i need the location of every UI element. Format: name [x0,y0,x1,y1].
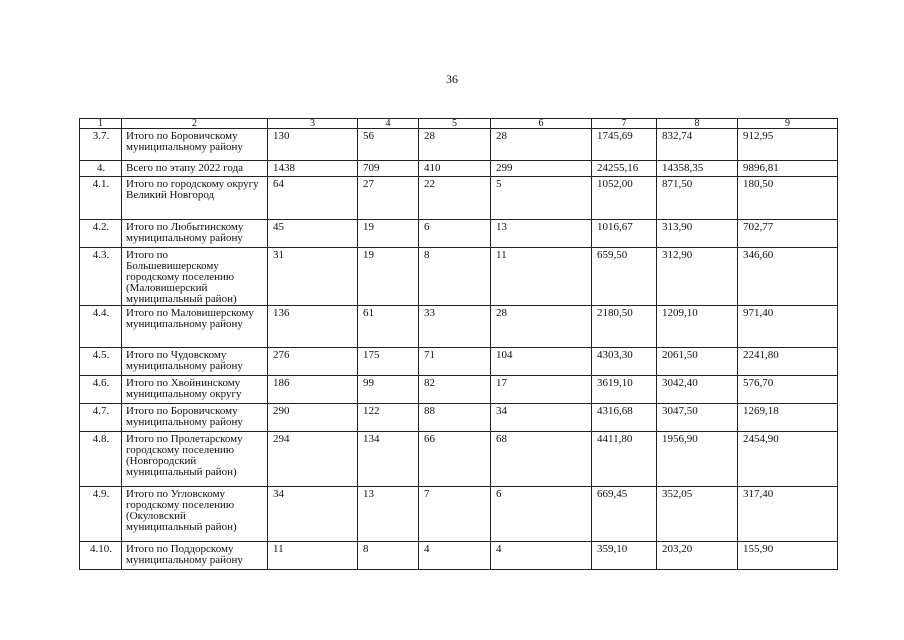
table-row [80,129,838,161]
value-cell: 8 [358,542,419,570]
value-cell: 2180,50 [592,306,657,348]
row-label-cell: Итого по Поддорскому муниципальному району [122,542,268,570]
value-cell: 659,50 [592,248,657,306]
row-label-cell: Итого по городскому округу Великий Новгород [122,177,268,220]
table-row [80,376,838,404]
value-cell: 186 [268,376,358,404]
header-cell: 3 [268,119,358,129]
row-number-cell: 4.3. [80,248,122,306]
row-label-cell: Итого по Боровичскому муниципальному району [122,129,268,161]
value-cell: 4303,30 [592,348,657,376]
value-cell: 294 [268,432,358,487]
value-cell: 6 [419,220,491,248]
value-cell: 130 [268,129,358,161]
header-cell: 1 [80,119,122,129]
value-cell: 3047,50 [657,404,738,432]
value-cell: 134 [358,432,419,487]
table-row [80,306,838,348]
value-cell: 313,90 [657,220,738,248]
row-number-cell: 3.7. [80,129,122,161]
value-cell: 5 [491,177,592,220]
value-cell: 175 [358,348,419,376]
value-cell: 702,77 [738,220,838,248]
row-number-cell: 4.2. [80,220,122,248]
table-row [80,542,838,570]
value-cell: 871,50 [657,177,738,220]
table-row [80,404,838,432]
value-cell: 299 [491,161,592,177]
value-cell: 709 [358,161,419,177]
value-cell: 410 [419,161,491,177]
value-cell: 104 [491,348,592,376]
table-header-row [80,119,838,129]
value-cell: 19 [358,248,419,306]
value-cell: 34 [268,487,358,542]
value-cell: 1209,10 [657,306,738,348]
value-cell: 3619,10 [592,376,657,404]
row-number-cell: 4. [80,161,122,177]
row-number-cell: 4.1. [80,177,122,220]
value-cell: 56 [358,129,419,161]
table-row [80,487,838,542]
row-label-cell: Итого по Хвойнинскому муниципальному округу [122,376,268,404]
row-number-cell: 4.6. [80,376,122,404]
value-cell: 71 [419,348,491,376]
value-cell: 1438 [268,161,358,177]
value-cell: 576,70 [738,376,838,404]
value-cell: 11 [491,248,592,306]
header-cell: 2 [122,119,268,129]
value-cell: 4316,68 [592,404,657,432]
value-cell: 2061,50 [657,348,738,376]
value-cell: 19 [358,220,419,248]
value-cell: 1956,90 [657,432,738,487]
page-number: 36 [446,72,458,86]
value-cell: 11 [268,542,358,570]
value-cell: 971,40 [738,306,838,348]
value-cell: 6 [491,487,592,542]
value-cell: 68 [491,432,592,487]
value-cell: 22 [419,177,491,220]
table-row [80,432,838,487]
value-cell: 3042,40 [657,376,738,404]
value-cell: 45 [268,220,358,248]
value-cell: 1269,18 [738,404,838,432]
table-body [80,119,838,570]
row-label-cell: Итого по Боровичскому муниципальному району [122,404,268,432]
value-cell: 13 [358,487,419,542]
value-cell: 136 [268,306,358,348]
row-label-cell: Итого по Большевишерскому городскому поселению (Маловишерский муниципальный район) [122,248,268,306]
value-cell: 8 [419,248,491,306]
value-cell: 64 [268,177,358,220]
header-cell: 6 [491,119,592,129]
value-cell: 290 [268,404,358,432]
value-cell: 832,74 [657,129,738,161]
value-cell: 28 [491,129,592,161]
value-cell: 61 [358,306,419,348]
value-cell: 13 [491,220,592,248]
value-cell: 122 [358,404,419,432]
value-cell: 359,10 [592,542,657,570]
value-cell: 346,60 [738,248,838,306]
row-number-cell: 4.7. [80,404,122,432]
value-cell: 99 [358,376,419,404]
value-cell: 9896,81 [738,161,838,177]
value-cell: 7 [419,487,491,542]
table-row [80,177,838,220]
header-cell: 8 [657,119,738,129]
value-cell: 276 [268,348,358,376]
value-cell: 4411,80 [592,432,657,487]
row-number-cell: 4.8. [80,432,122,487]
value-cell: 4 [491,542,592,570]
value-cell: 31 [268,248,358,306]
header-cell: 9 [738,119,838,129]
data-table [79,118,838,570]
value-cell: 2241,80 [738,348,838,376]
row-label-cell: Итого по Угловскому городскому поселению (Окуловский муниципальный район) [122,487,268,542]
table-row [80,161,838,177]
value-cell: 14358,35 [657,161,738,177]
value-cell: 82 [419,376,491,404]
value-cell: 2454,90 [738,432,838,487]
value-cell: 33 [419,306,491,348]
value-cell: 155,90 [738,542,838,570]
value-cell: 88 [419,404,491,432]
value-cell: 4 [419,542,491,570]
row-number-cell: 4.9. [80,487,122,542]
row-label-cell: Итого по Пролетарскому городскому поселению (Новгородский муниципальный район) [122,432,268,487]
value-cell: 669,45 [592,487,657,542]
value-cell: 203,20 [657,542,738,570]
header-cell: 7 [592,119,657,129]
value-cell: 317,40 [738,487,838,542]
value-cell: 1745,69 [592,129,657,161]
header-cell: 4 [358,119,419,129]
row-label-cell: Итого по Чудовскому муниципальному району [122,348,268,376]
value-cell: 28 [491,306,592,348]
value-cell: 912,95 [738,129,838,161]
table-row [80,220,838,248]
value-cell: 34 [491,404,592,432]
value-cell: 24255,16 [592,161,657,177]
value-cell: 1052,00 [592,177,657,220]
value-cell: 352,05 [657,487,738,542]
value-cell: 1016,67 [592,220,657,248]
value-cell: 312,90 [657,248,738,306]
value-cell: 28 [419,129,491,161]
value-cell: 180,50 [738,177,838,220]
row-label-cell: Итого по Любытинскому муниципальному району [122,220,268,248]
row-number-cell: 4.4. [80,306,122,348]
table-row [80,348,838,376]
value-cell: 66 [419,432,491,487]
table-row [80,248,838,306]
value-cell: 17 [491,376,592,404]
row-label-cell: Итого по Маловишерскому муниципальному району [122,306,268,348]
row-label-cell: Всего по этапу 2022 года [122,161,268,177]
row-number-cell: 4.10. [80,542,122,570]
row-number-cell: 4.5. [80,348,122,376]
value-cell: 27 [358,177,419,220]
header-cell: 5 [419,119,491,129]
